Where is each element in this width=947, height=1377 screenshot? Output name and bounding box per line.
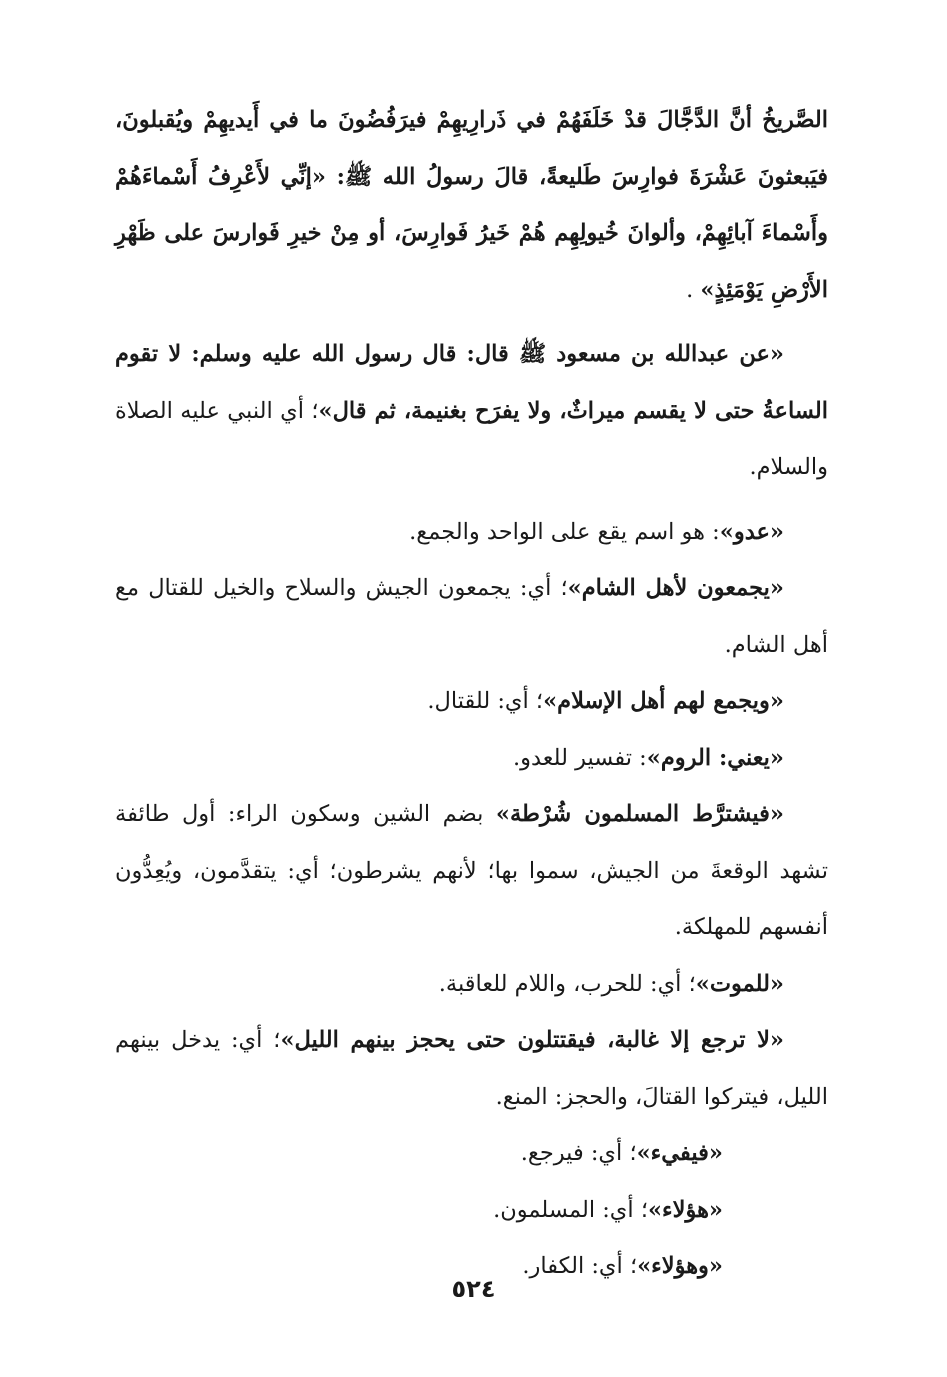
quoted-term: «ويجمع لهم أهل الإسلام» (543, 688, 784, 714)
commentary-text: ؛ أي: للحرب، واللام للعاقبة. (438, 970, 696, 997)
commentary-text: ؛ أي: المسلمون. (493, 1196, 648, 1223)
paragraph-5 (115, 673, 828, 730)
quoted-term: «يجمعون لأهل الشام» (567, 575, 784, 601)
commentary-text: . (686, 276, 701, 303)
quoted-hadith-text: الصَّريخُ أنَّ الدَّجَّالَ قدْ خَلَفَهُمْ في ذَرارِيهِمْ فيرَفُضُونَ ما في أَيديهِمْ ويُقبلونَ، فيَبعثونَ عَشْرَةَ فوارِسَ طَليعةً، قالَ رسولُ الله ﷺ: «إنِّي لأَعْرِفُ أَسْماءَهُمْ وأَسْماءَ آبائِهِمْ، وألوانَ خُيولِهِم هُمْ خَيرُ فَوارِسَ، أو مِنْ خيرِ فَوارسَ على ظَهْرِ الأَرْضِ يَوْمَئِذٍ» (115, 107, 828, 303)
commentary-text: ؛ أي: فيرجع. (520, 1140, 637, 1166)
quoted-term: «هؤلاء» (647, 1196, 723, 1223)
paragraph-7 (115, 786, 828, 956)
paragraph-9 (115, 1012, 828, 1125)
quoted-term: «فيفيء» (636, 1140, 723, 1166)
commentary-text: ؛ أي: يجمعون الجيش والسلاح والخيل للقتال مع أهل الشام. (115, 575, 828, 658)
quoted-term: «عدو» (719, 518, 784, 545)
paragraph-3 (115, 504, 828, 561)
commentary-text: : تفسير للعدو. (512, 744, 647, 771)
paragraph-6 (115, 730, 828, 787)
paragraph-8 (115, 956, 828, 1013)
commentary-text: بضم الشين وسكون الراء: أول طائفة تشهد الوقعةَ من الجيش، سموا بها؛ لأنهم يشرطون؛ أي: يتقدَّمون، ويُعِدُّون أنفسهم للمهلكة. (115, 801, 828, 940)
quoted-term: «وهؤلاء» (637, 1253, 723, 1279)
quoted-term: «لا ترجع إلا غالبة، فيقتتلون حتى يحجز بينهم الليل» (280, 1027, 784, 1053)
paragraph-11 (115, 1182, 828, 1239)
commentary-text: ؛ أي: الكفار. (522, 1253, 638, 1279)
page-number: ٥٢٤ (451, 1275, 496, 1303)
commentary-text: : هو اسم يقع على الواحد والجمع. (409, 518, 720, 545)
paragraph-2 (115, 326, 828, 496)
commentary-text: ؛ أي: للقتال. (427, 688, 544, 714)
paragraph-1 (115, 92, 828, 318)
commentary-text: ؛ أي: يدخل بينهم الليل، فيتركوا القتالَ، والحجز: المنع. (115, 1027, 828, 1110)
commentary-text: ؛ أي النبي عليه الصلاة والسلام. (115, 397, 828, 480)
quoted-hadith-text: «عن عبدالله بن مسعود ﷺ قال: قال رسول الله عليه وسلم: لا تقوم الساعةُ حتى لا يقسم ميراثٌ، ولا يفرَح بغنيمة، ثم قال» (115, 341, 829, 424)
paragraph-4 (115, 560, 828, 673)
quoted-term: «فيشترَّط المسلمون شُرْطة» (495, 801, 784, 827)
page-body (115, 92, 828, 1295)
quoted-term: «يعني: الروم» (646, 744, 784, 771)
paragraph-10 (115, 1125, 828, 1182)
quoted-term: «للموت» (695, 970, 784, 997)
